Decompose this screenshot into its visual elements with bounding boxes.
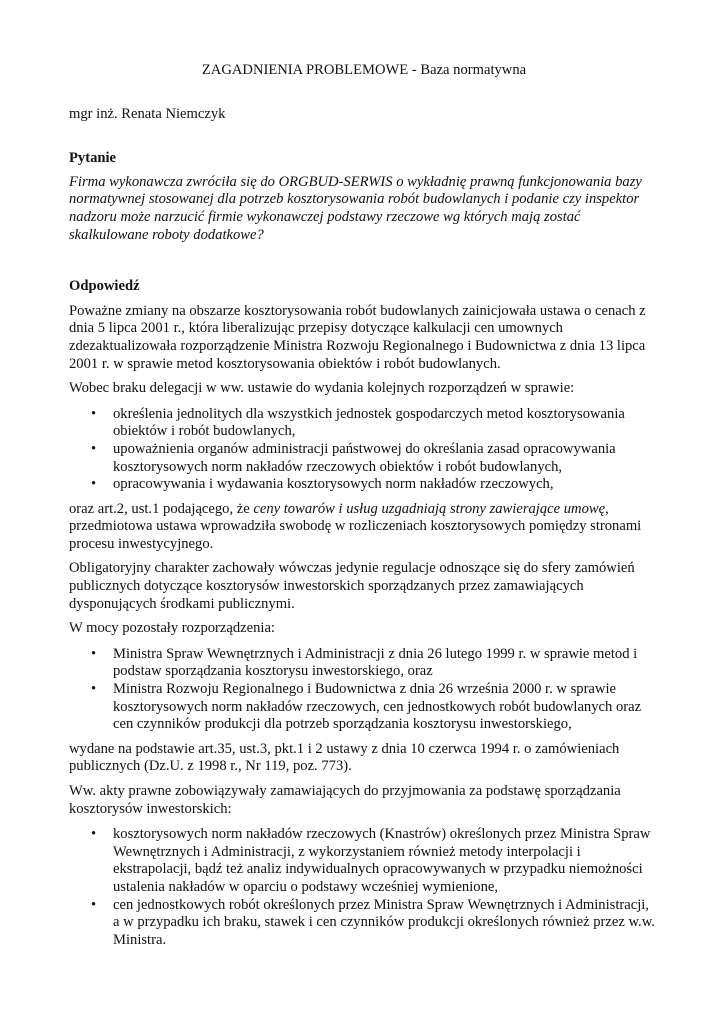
document-title: ZAGADNIENIA PROBLEMOWE - Baza normatywna xyxy=(201,62,527,78)
answer-paragraph-2: Wobec braku delegacji w ww. ustawie do wydania kolejnych rozporządzeń w sprawie: xyxy=(69,380,575,397)
answer-paragraph-1: Poważne zmiany na obszarze kosztorysowania robót budowlanych zainicjowała ustawa o cenach z dnia 5 lipca 2001 r., która liberalizując przepisy dotyczące kalkulacji cen umownych zdezaktualizowała rozporządzenie Ministra Rozwoju Regionalnego i Budownictwa z dnia 13 lipca 2001 r. w sprawie metod kosztorysowania obiektów i robót budowlanych. xyxy=(69,302,646,372)
paragraph-text: oraz art.2, ust.1 podającego, że xyxy=(69,500,254,517)
list-item: • określenia jednolitych dla wszystkich jednostek gospodarczych metod kosztorysowania obiektów i robót budowlanych, xyxy=(113,406,659,441)
quoted-provision: ceny towarów i usług uzgadniają strony zawierające umowę xyxy=(253,500,606,517)
bullet-list-3 xyxy=(69,826,659,949)
answer-paragraph-6: wydane na podstawie art.35, ust.3, pkt.1 i 2 ustawy z dnia 10 czerwca 1994 r. o zamówieniach publicznych (Dz.U. z 1998 r., Nr 119, poz. 773). xyxy=(69,740,620,775)
document-page xyxy=(69,62,659,955)
list-item: • opracowywania i wydawania kosztorysowych norm nakładów rzeczowych, xyxy=(113,476,659,494)
list-item: • Ministra Rozwoju Regionalnego i Budownictwa z dnia 26 września 2000 r. w sprawie kosztorysowych norm nakładów rzeczowych, cen jednostkowych robót budowlanych oraz cen czynników produkcji dla potrzeb sporządzania kosztorysu inwestorskiego, xyxy=(113,681,659,734)
answer-paragraph-5: W mocy pozostały rozporządzenia: xyxy=(69,620,275,637)
bullet-list-1 xyxy=(69,406,659,494)
answer-heading: Odpowiedź xyxy=(69,278,140,295)
question-heading: Pytanie xyxy=(69,150,117,167)
list-item: • upoważnienia organów administracji państwowej do określania zasad opracowywania kosztorysowych norm nakładów rzeczowych obiektów i robót budowlanych, xyxy=(113,441,659,476)
author-line: mgr inż. Renata Niemczyk xyxy=(69,105,226,122)
question-text: Firma wykonawcza zwróciła się do ORGBUD-SERWIS o wykładnię prawną funkcjonowania bazy normatywnej stosowanej dla potrzeb kosztorysowania robót budowlanych i podanie czy inspektor nadzoru może narzucić firmie wykonawczej podstawy rzeczowe wg których mają zostać skalkulowane roboty dodatkowe? xyxy=(69,173,642,243)
paragraph-text: , przedmiotowa ustawa wprowadziła swobodę w rozliczeniach kosztorysowych pomiędzy stronami procesu inwestycyjnego. xyxy=(69,500,642,552)
list-item: • Ministra Spraw Wewnętrznych i Administracji z dnia 26 lutego 1999 r. w sprawie metod i podstaw sporządzania kosztorysu inwestorskiego, oraz xyxy=(113,646,659,681)
list-item: • cen jednostkowych robót określonych przez Ministra Spraw Wewnętrznych i Administracji, a w przypadku ich braku, stawek i cen czynników produkcji określonych również przez w.w. Ministra. xyxy=(113,897,659,950)
list-item: • kosztorysowych norm nakładów rzeczowych (Knastrów) określonych przez Ministra Spraw Wewnętrznych i Administracji, z wykorzystaniem również metody interpolacji i ekstrapolacji, bądź też analiz indywidualnych opracowywanych w przypadku niemożności ustalenia nakładów w oparciu o podstawy wcześniej wymienione, xyxy=(113,826,659,896)
answer-paragraph-7: Ww. akty prawne zobowiązywały zamawiających do przyjmowania za podstawę sporządzania kosztorysów inwestorskich: xyxy=(69,783,621,817)
bullet-list-2 xyxy=(69,646,659,734)
answer-paragraph-4: Obligatoryjny charakter zachowały wówczas jedynie regulacje odnoszące się do sfery zamówień publicznych dotyczące kosztorysów inwestorskich sporządzanych przez zamawiających dysponujących środkami publicznymi. xyxy=(69,560,635,612)
answer-paragraph-3 xyxy=(69,501,659,554)
